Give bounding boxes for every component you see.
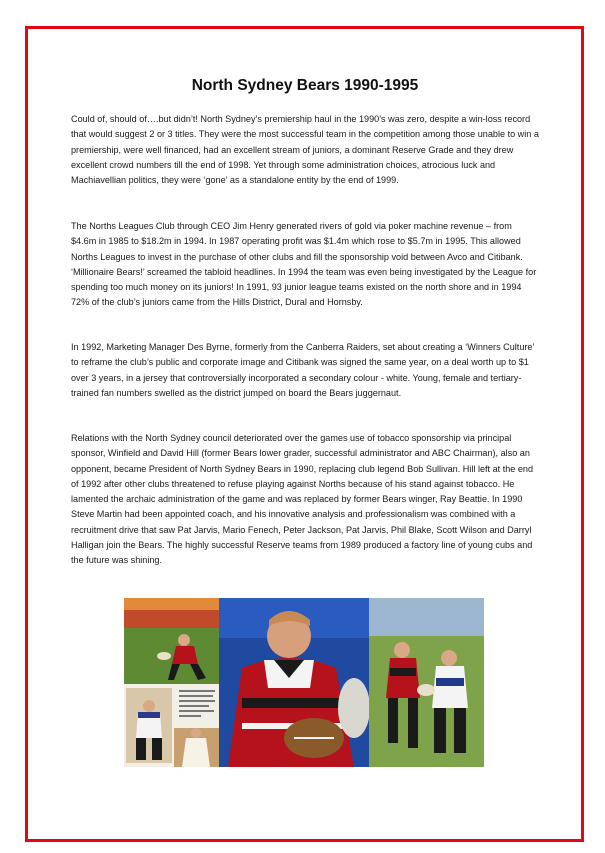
- paragraph-marketing: In 1992, Marketing Manager Des Byrne, formerly from the Canberra Raiders, set about creating a ‘Winners Culture’ to reframe the club’s public and corporate image and Citibank was signed the same year, on a deal worth up to $1 over 3 years, in a jersey that controversially incorporated a secondary colour - white. Young, female and tertiary-trained fan numbers swelled as the district jumped on board the Bears juggernaut.: [71, 342, 535, 398]
- paragraph-council-relations: Relations with the North Sydney council deteriorated over the games use of tobacco sponsorship via principal sponsor, Winfield and David Hill (former Bears lower grader, successful administrator and ABC Chairman), also an opponent, became President of North Sydney Bears in 1990, replacing club legend Bob Sullivan. Hill left at the end of 1992 after other clubs threatened to refuse playing against Norths because of his stand against tobacco. He lamented the archaic administration of the game and was replaced by former Bears winger, Ray Beattie. In 1990 Steve Martin had been appointed coach, and his innovative analysis and professionalism was combined with a recruitment drive that saw Pat Jarvis, Mario Fenech, Peter Jackson, Pat Jarvis, Phil Blake, Scott Wilson and Darryl Halligan join the Bears. The highly successful Reserve teams from 1989 produced a factory line of young cubs and the future was shining.: [71, 433, 534, 566]
- page-title: North Sydney Bears 1990-1995: [191, 77, 419, 94]
- paragraph-intro: Could of, should of….but didn’t! North Sydney’s premiership haul in the 1990’s was zero, despite a win-loss record that would suggest 2 or 3 titles. They were the most successful team in the competition among those unable to win a premiership, were well financed, had an excellent stream of juniors, a dominant Reserve Grade and they drew excellent crowd numbers till the end of 1998. Yet through some administration choices, atrocious luck and Machiavellian politics, they were ‘gone’ as a standalone entity by the end of 1999.: [71, 114, 539, 186]
- paragraph-leagues-club: The Norths Leagues Club through CEO Jim Henry generated rivers of gold via poker machine revenue – from $4.6m in 1985 to $18.2m in 1994. In 1987 operating profit was $1.4m which rose to $5.7m in 1995. This allowed Norths Leagues to invest in the purchase of other clubs and fill the sponsorship void between Avco and Citibank. ‘Millionaire Bears!’ screamed the tabloid headlines. In 1994 the team was even being investigated by the League for spending too much money on its juniors! In 1991, 93 junior league teams existed on the north shore and in 1994 72% of the club’s juniors came from the Hills District, Dural and Hornsby.: [71, 221, 537, 308]
- rugby-collage-photo: [124, 598, 484, 767]
